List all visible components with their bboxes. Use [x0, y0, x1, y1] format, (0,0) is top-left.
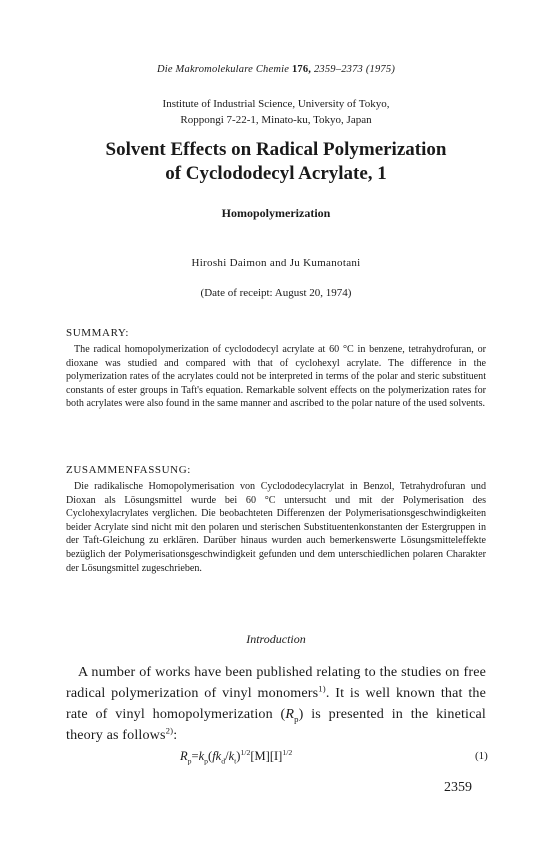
rate-equation: $R_p=k_p(fk_d/k_t)^{1/2}[M][I]^{1/2}$	[180, 747, 293, 766]
intro-text-part-3: ) is presented in the kinetical theory as follows	[66, 706, 486, 743]
summary-heading: SUMMARY:	[66, 327, 130, 339]
equation-number: (1)	[475, 750, 488, 762]
receipt-date: (Date of receipt: August 20, 1974)	[200, 287, 352, 299]
introduction-paragraph	[66, 662, 486, 746]
rate-subscript: p	[294, 713, 299, 724]
paper-subtitle: Homopolymerization	[221, 206, 331, 220]
zusammenfassung-text: Die radikalische Homopolymerisation von Cyclododecylacrylat in Benzol, Tetrahydrofuran und Dioxan als Lösungsmittel wurde bei 60 °C untersucht und mit der Polymerisation des Cyclohexylacrylates verglichen. Die beobachteten Differenzen der Polymerisationsgeschwindigkeiten beider Acrylate sind nicht mit den polaren und sterischen Substituentenkonstanten der Estergruppen in der Taft-Gleichung zu erklären. Darüber hinaus wurden auch bemerkenswerte Lösungsmitteleffekte bezüglich der Polymerisationsgeschwindigkeit gefunden und dem unterschiedlichen polaren Charakter der Lösungsmittel zugeschrieben.	[66, 481, 486, 574]
introduction-heading: Introduction	[246, 632, 306, 646]
rate-symbol: R	[285, 706, 295, 722]
zusammenfassung-heading: ZUSAMMENFASSUNG:	[66, 464, 191, 476]
authors: Hiroshi Daimon and Ju Kumanotani	[191, 257, 361, 269]
page-number: 2359	[444, 780, 472, 795]
title-line-1: Solvent Effects on Radical Polymerization	[105, 139, 447, 160]
reference-2: 2)	[165, 725, 174, 736]
journal-citation	[0, 64, 552, 75]
paper-title	[0, 138, 552, 186]
summary-text: The radical homopolymerization of cyclododecyl acrylate at 60 °C in benzene, tetrahydrofuran, or dioxane was studied and compared with that of cyclohexyl acrylate. The difference in the polymerization rates of the acrylates could not be interpreted in terms of the polar and steric substituent constants of ester groups in Taft's equation. Remarkable solvent effects on the polymerization rates for both acrylates were also found in the same manner and ascribed to the polar nature of the used solvents.	[66, 344, 486, 410]
affiliation	[0, 96, 552, 128]
intro-text-part-1: A number of works have been published relating to the studies on free radical polymerization of vinyl monomers	[66, 664, 486, 701]
intro-text-part-4: :	[173, 727, 178, 743]
journal-pages-year: 2359–2373 (1975)	[313, 64, 396, 75]
affiliation-line-2: Roppongi 7-22-1, Minato-ku, Tokyo, Japan	[180, 114, 372, 126]
intro-text-part-2: . It is well known that the rate of vinyl homopolymerization (	[66, 685, 486, 722]
title-line-2: of Cyclododecyl Acrylate, 1	[165, 163, 387, 184]
affiliation-line-1: Institute of Industrial Science, University of Tokyo,	[162, 98, 390, 110]
journal-volume: 176,	[291, 64, 312, 75]
reference-1: 1)	[318, 683, 326, 694]
equation-lhs: R	[180, 749, 188, 763]
journal-name: Die Makromolekulare Chemie	[156, 64, 290, 75]
